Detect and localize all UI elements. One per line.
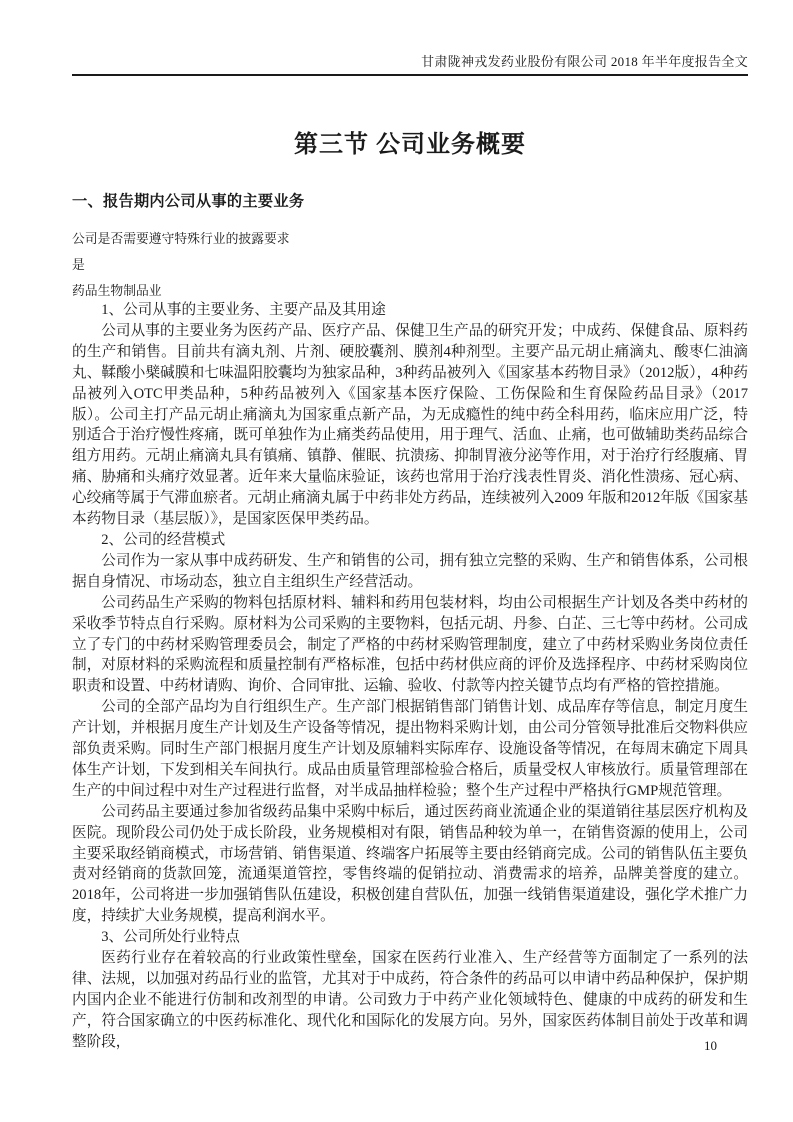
header-divider [72, 74, 748, 76]
page-number: 10 [704, 1038, 717, 1053]
para-main-business-products: 公司从事的主要业务为医药产品、医疗产品、保健卫生产品的研究开发；中成药、保健食品、原料药的生产和销售。目前共有滴丸剂、片剂、硬胶囊剂、膜剂4种剂型。主要产品元胡止痛滴丸、酸枣仁油滴丸、鞣酸小檗碱膜和七味温阳胶囊均为独家品种，3种药品被列入《国家基本药物目录》（2012版），4种药品被列入OTC甲类品种，5种药品被列入《国家基本医疗保险、工伤保险和生育保险药品目录》（2017版）。公司主打产品元胡止痛滴丸为国家重点新产品，为无成瘾性的纯中药全科用药，临床应用广泛，特别适合于治疗慢性疼痛，既可单独作为止痛类药品使用，用于理气、活血、止痛，也可做辅助类药品综合组方用药。元胡止痛滴丸具有镇痛、镇静、催眠、抗溃疡、抑制胃液分泌等作用，对于治疗行经腹痛、胃痛、胁痛和头痛疗效显著。近年来大量临床验证，该药也常用于治疗浅表性胃炎、消化性溃疡、冠心病、心绞痛等属于气滞血瘀者。元胡止痛滴丸属于中药非处方药品，连续被列入2009 年版和2012年版《国家基本药物目录（基层版）》，是国家医保甲类药品。 [72, 322, 748, 528]
disclosure-meta-block [72, 226, 748, 304]
report-header-text: 甘肃陇神戎发药业股份有限公司 2018 年半年度报告全文 [421, 54, 748, 69]
section-heading: 一、报告期内公司从事的主要业务 [72, 193, 305, 210]
para-business-model-overview: 公司作为一家从事中成药研发、生产和销售的公司，拥有独立完整的采购、生产和销售体系，公司根据自身情况、市场动态，独立自主组织生产经营活动。 [72, 552, 748, 590]
para-production-model: 公司的全部产品均为自行组织生产。生产部门根据销售部门销售计划、成品库存等信息，制定月度生产计划，并根据月度生产计划及生产设备等情况，提出物料采购计划，由公司分管领导批准后交物料供应部负责采购。同时生产部门根据月度生产计划及原辅料实际库存、设施设备等情况，在每周末确定下周具体生产计划，下发到相关车间执行。成品由质量管理部检验合格后，质量受权人审核放行。质量管理部在生产的中间过程中对生产过程进行监督，对半成品抽样检验；整个生产过程中严格执行GMP规范管理。 [72, 699, 748, 799]
para-procurement-model: 公司药品生产采购的物料包括原材料、辅料和药用包装材料，均由公司根据生产计划及各类中药材的采收季节特点自行采购。原材料为公司采购的主要物料，包括元胡、丹参、白芷、三七等中药材。公司成立了专门的中药材采购管理委员会，制定了严格的中药材采购管理制度，建立了中药材采购业务岗位责任制，对原材料的采购流程和质量控制有严格标准，包括中药材供应商的评价及选择程序、中药材采购岗位职责和设置、中药材请购、询价、合同审批、运输、验收、付款等内控关键节点均有严格的管控措施。 [72, 594, 748, 695]
disclosure-question: 公司是否需要遵守特殊行业的披露要求 [72, 232, 290, 246]
industry-category-label: 药品生物制品业 [72, 284, 162, 298]
page-title: 第三节 公司业务概要 [294, 132, 526, 158]
subheading-main-business: 1、公司从事的主要业务、主要产品及其用途 [101, 302, 386, 318]
subheading-industry-characteristics: 3、公司所处行业特点 [101, 929, 240, 946]
para-sales-model: 公司药品主要通过参加省级药品集中采购中标后，通过医药商业流通企业的渠道销往基层医疗机构及医院。现阶段公司仍处于成长阶段，业务规模相对有限，销售品种较为单一，在销售资源的使用上，公司主要采取经销商模式，市场营销、销售渠道、终端客户拓展等主要由经销商完成。公司的销售队伍主要负责对经销商的货款回笼，流通渠道管控，零售终端的促销拉动、消费需求的培养，品牌美誉度的建立。2018年，公司将进一步加强销售队伍建设，积极创建自营队伍，加强一线销售渠道建设，强化学术推广力度，持续扩大业务规模，提高利润水平。 [72, 803, 748, 925]
subheading-business-model: 2、公司的经营模式 [101, 531, 226, 548]
para-industry-characteristics: 医药行业存在着较高的行业政策性壁垒，国家在医药行业准入、生产经营等方面制定了一系列的法律、法规，以加强对药品行业的监管，尤其对于中成药，符合条件的药品可以申请中药品种保护，保护期内国内企业不能进行仿制和改剂型的申请。公司致力于中药产业化领域特色、健康的中成药的研发和生产，符合国家确立的中医药标准化、现代化和国际化的发展方向。另外，国家医药体制目前处于改革和调整阶段， [72, 950, 748, 1050]
report-body [72, 300, 748, 1053]
disclosure-answer: 是 [72, 258, 85, 272]
